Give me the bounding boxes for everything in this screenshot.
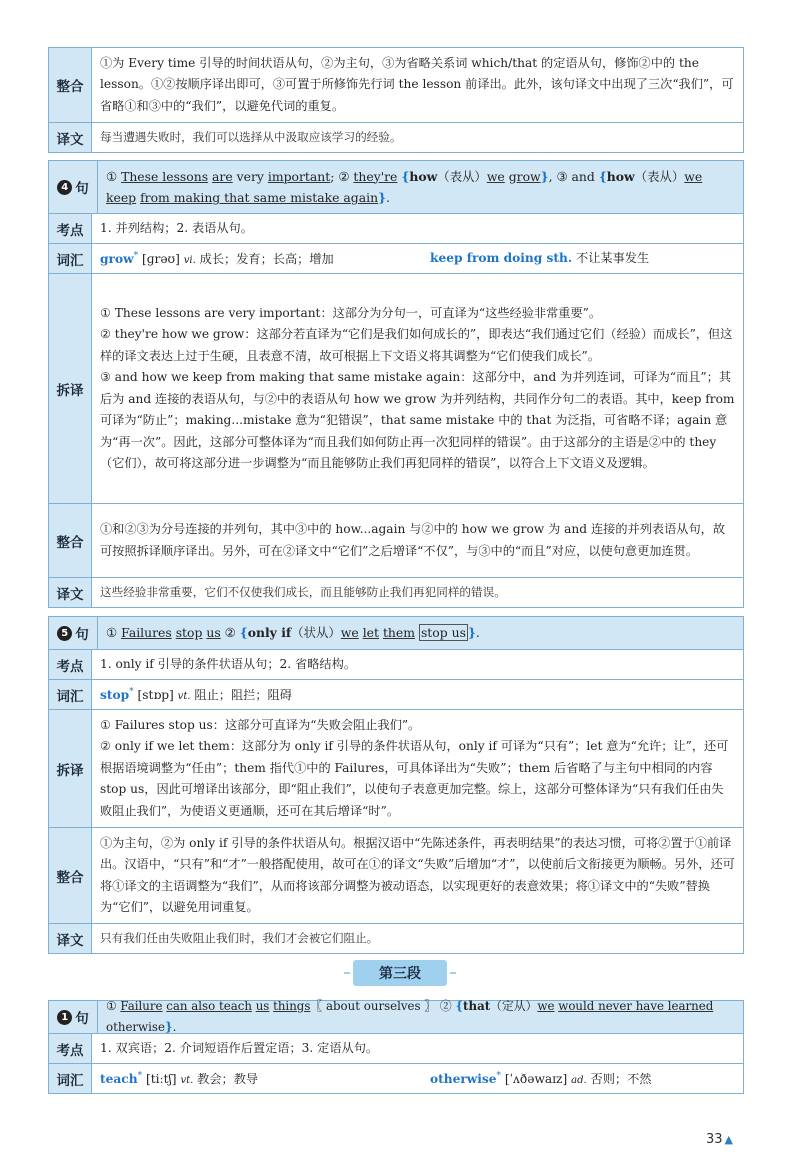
- row-label: 译文: [49, 924, 92, 953]
- vocab-entry: keep from doing sth. 不让某事发生: [430, 250, 650, 265]
- page-number-text: 33: [706, 1132, 723, 1147]
- sentence-label-text: 句: [75, 1011, 89, 1027]
- sentence-text: ① Failures stop us ② {only if（状从）we let them stop us }.: [106, 625, 480, 641]
- sentence-row: [49, 161, 743, 213]
- key-point-row: [49, 649, 743, 679]
- vocab-entry: grow* [ɡrəʊ] vi. 成长；发育；长高；增加: [100, 250, 334, 266]
- sentence-label: [49, 617, 98, 649]
- sentence-text: ① Failure can also teach us things〖 about ourselves 〗 ② {that（定从）we would never have learned otherwise}.: [106, 998, 714, 1034]
- key-point-text: 1. 并列结构；2. 表语从句。: [100, 220, 253, 235]
- integration-row: [49, 503, 743, 577]
- row-label: 拆译: [49, 274, 92, 503]
- breakdown-part-1: ① These lessons are very important：这部分为分句一，可直译为“这些经验非常重要”。: [100, 305, 602, 320]
- integration-row: [49, 827, 743, 923]
- row-label: 考点: [49, 650, 92, 679]
- sentence-label: [49, 1001, 98, 1033]
- breakdown-part-1: ① Failures stop us：这部分可直译为“失败会阻止我们”。: [100, 717, 421, 732]
- breakdown-part-2: ② they're how we grow：这部分若直译为“它们是我们如何成长的”，即表达“我们通过它们（经验）而成长”，但这样的译文表达上过于生硬，且表意不清，故可根据上下文语义将其调整为“它们使我们成长”。: [100, 327, 733, 363]
- section-heading: 第三段: [353, 960, 447, 986]
- row-label: 整合: [49, 504, 92, 577]
- translation-text: 每当遭遇失败时，我们可以选择从中汲取应该学习的经验。: [100, 129, 402, 144]
- integration-row: [49, 48, 743, 122]
- row-label: 译文: [49, 578, 92, 607]
- row-label: 考点: [49, 214, 92, 243]
- sentence-row: [49, 617, 743, 649]
- vocab-entry: stop* [stɒp] vt. 阻止；阻拦；阻碍: [100, 686, 292, 702]
- sentence-number: 1: [57, 1010, 72, 1025]
- breakdown-part-3: ③ and how we keep from making that same mistake again：这部分中，and 为并列连词，可译为“而且”；其后为 and 连接的表语从句，与②中的表语从句 how we grow 为并列结构，共同作分句二的表语。其中，keep from 可译为“防止”；making...mistake 意为“犯错误”，that same mistake 中的 that 为泛指，可省略不译；again 意为“再一次”。因此，这部分可整体译为“而且我们如何防止再一次犯同样的错误”。由于这部分的主语是②中的 they（它们），故可将这部分进一步调整为“而且能够防止我们再犯同样的错误”，以符合上下文语义及逻辑。: [100, 370, 735, 470]
- translation-text: 只有我们任由失败阻止我们时，我们才会被它们阻止。: [100, 930, 379, 945]
- vocab-entry: otherwise* [ˈʌðəwaɪz] ad. 否则；不然: [430, 1070, 652, 1086]
- vocabulary-row: [49, 1063, 743, 1093]
- integration-text: ①为 Every time 引导的时间状语从句，②为主句，③为省略关系词 which/that 的定语从句，修饰②中的 the lesson。①②按顺序译出即可，③可置于所修饰先行词 the lesson 前译出。此外，该句译文中出现了三次“我们”，可省略①和③中的“我们”，以避免代词的重复。: [100, 55, 734, 113]
- row-label: 词汇: [49, 1064, 92, 1093]
- sentence-text: ① These lessons are very important; ② they're {how（表从）we grow}, ③ and {how（表从）we keep from making that same mistake again}.: [106, 168, 703, 205]
- integration-text: ①为主句，②为 only if 引导的条件状语从句。根据汉语中“先陈述条件，再表明结果”的表达习惯，可将②置于①前译出。汉语中，“只有”和“才”一般搭配使用，故可在①的译文“失败”后增加“才”，以使前后文衔接更为顺畅。另外，还可将①译文的主语调整为“我们”，从而将该部分调整为被动语态，以实现更好的表意效果；将①译文中的“失败”替换为“它们”，以避免用词重复。: [100, 835, 735, 914]
- sentence-label-text: 句: [75, 627, 89, 643]
- row-label: 译文: [49, 123, 92, 152]
- key-point-text: 1. only if 引导的条件状语从句；2. 省略结构。: [100, 656, 356, 671]
- breakdown-part-2: ② only if we let them：这部分为 only if 引导的条件状语从句，only if 可译为“只有”；let 意为“允许；让”，还可根据语境调整为“任由”；them 指代①中的 Failures，可具体译出为“失败”；them 后省略了与主句中相同的内容 stop us，因此可增译出该部分，即“阻止我们”，以使句子表意更加完整。综上，这部分可整体译为“只有我们任由失败阻止我们”，为使语义更通顺，还可在其后增译“时”。: [100, 739, 729, 818]
- vocabulary-row: [49, 243, 743, 273]
- row-label: 词汇: [49, 244, 92, 273]
- sentence-number: 5: [57, 626, 72, 641]
- page-number: [706, 1132, 733, 1147]
- breakdown-row: [49, 709, 743, 827]
- translation-row: [49, 577, 743, 607]
- translation-text: 这些经验非常重要，它们不仅使我们成长，而且能够防止我们再犯同样的错误。: [100, 584, 506, 599]
- breakdown-row: [49, 273, 743, 503]
- sentence-4-table: [48, 160, 744, 608]
- continuation-table: [48, 47, 744, 153]
- translation-row: [49, 122, 743, 152]
- row-label: 拆译: [49, 710, 92, 827]
- vocab-entry: teach* [tiːtʃ] vt. 教会；教导: [100, 1070, 259, 1086]
- sentence-5-table: [48, 616, 744, 954]
- sentence-number: 4: [57, 180, 72, 195]
- row-label: 整合: [49, 828, 92, 923]
- sentence-row: [49, 998, 743, 1034]
- translation-row: [49, 923, 743, 953]
- key-point-row: [49, 1033, 743, 1063]
- vocabulary-row: [49, 679, 743, 709]
- key-point-row: [49, 213, 743, 243]
- row-label: 词汇: [49, 680, 92, 709]
- sentence-label: [49, 161, 98, 213]
- row-label: 整合: [49, 48, 92, 122]
- row-label: 考点: [49, 1034, 92, 1063]
- integration-text: ①和②③为分号连接的并列句，其中③中的 how...again 与②中的 how we grow 为 and 连接的并列表语从句，故可按照拆译顺序译出。另外，可在②译文中“它们”之后增译“不仅”，与③中的“而且”对应，以使句意更加连贯。: [100, 522, 726, 558]
- graduation-cap-icon: ▲: [724, 1133, 734, 1146]
- paragraph-3-sentence-1-table: [48, 1000, 744, 1094]
- sentence-label-text: 句: [75, 181, 89, 197]
- key-point-text: 1. 双宾语；2. 介词短语作后置定语；3. 定语从句。: [100, 1040, 379, 1055]
